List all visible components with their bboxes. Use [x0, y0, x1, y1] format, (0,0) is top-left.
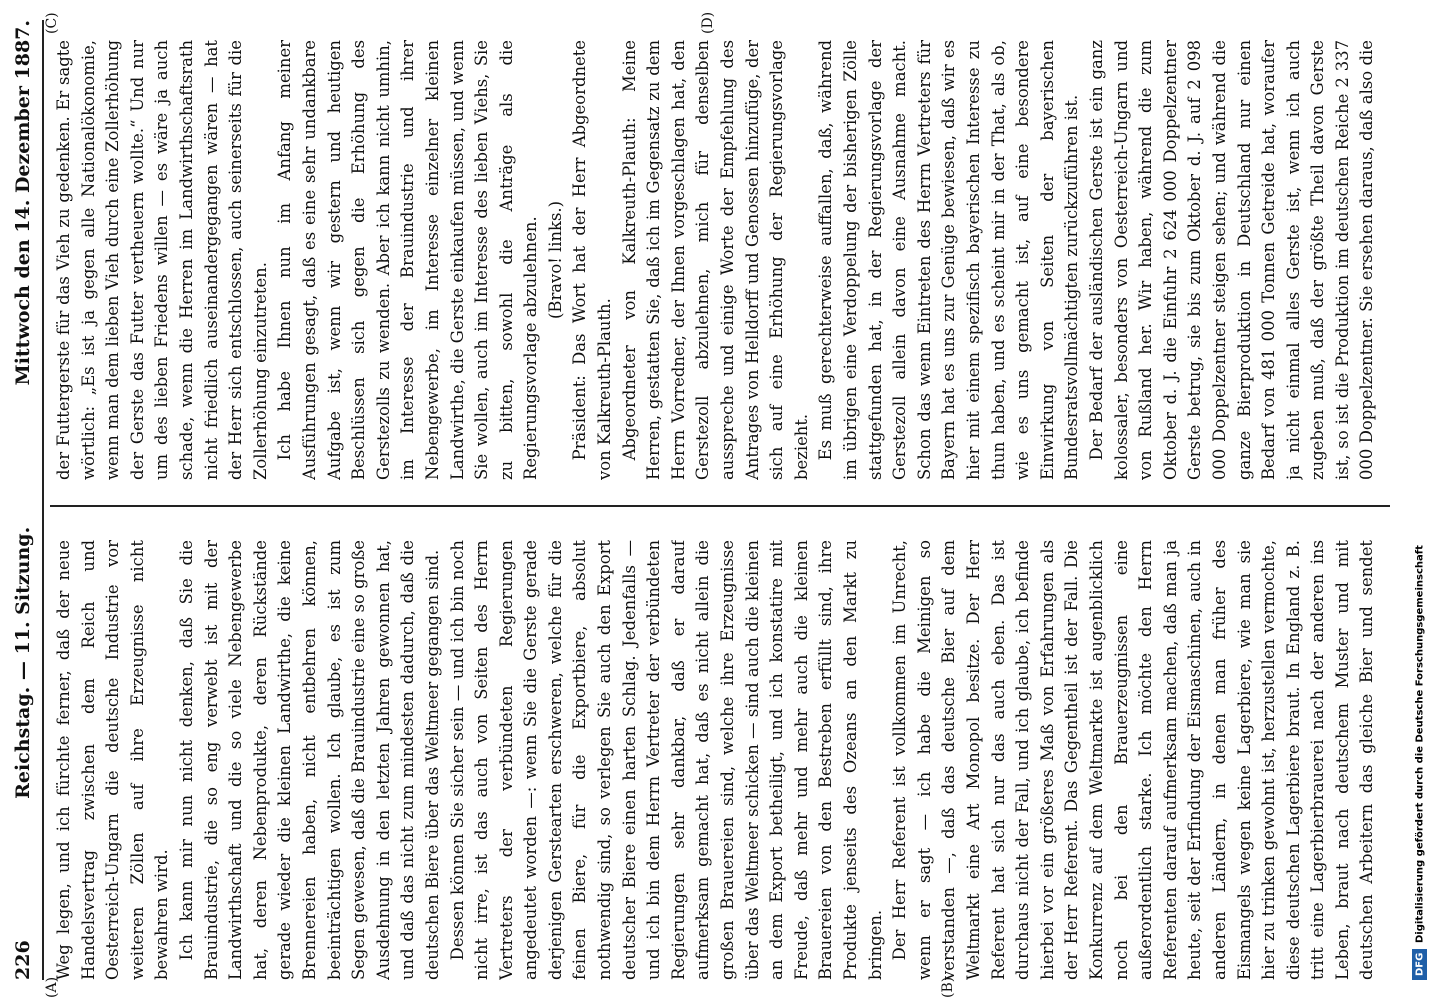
paragraph: der Futtergerste für das Vieh zu gedenken. Er sagte wörtlich: „Es ist ja gegen alle Nationalökonomie, wenn man dem lieben Vieh durch eine Zollerhöhung der Gerste das Futter vertheuern wollte.“ Und nur um des lieben Friedens willen — es wäre ja auch schade, wenn die Herren im Landwirthschaftsrath nicht friedlich auseinandergegangen wären — hat der Herr sich entschlossen, auch seinerseits für die Zollerhöhung einzutreten.	[54, 40, 270, 480]
speaker-paragraph: Abgeordneter von Kalkreuth-Plauth: Meine Herren, gestatten Sie, daß ich im Gegensatz zu dem Herrn Vorredner, der Ihnen vorgeschlagen hat, den Gerstezoll abzulehnen, mich für denselben ausspreche und einige Worte der Empfehlung des Antrages von Helldorff und Genossen hinzufüge, der sich auf eine Erhöhung der Regierungsvorlage bezieht.	[619, 40, 811, 480]
paragraph: Ich habe Ihnen nun im Anfang meiner Ausführungen gesagt, daß es eine sehr undankbare Aufgabe ist, wenn wir gestern und heutigen Beschlüssen sich gegen die Erhöhung des Gerstezolls zu wenden. Aber ich kann nicht umhin, im Interesse der Brauindustrie und ihrer Nebengewerbe, im Interesse einzelner kleinen Landwirthe, die Gerste einkaufen müssen, und wenn Sie wollen, auch im Interesse des lieben Viehs, Sie zu bitten, sowohl die Anträge als die Regierungsvorlage abzulehnen.	[275, 40, 541, 480]
margin-mark-c: (C)	[44, 12, 60, 34]
margin-mark-a: (A)	[44, 976, 60, 998]
paragraph: Der Herr Referent ist vollkommen im Unrecht, wenn er sagt — ich habe die Meinigen so verstanden —, daß das deutsche Bier auf dem Weltmarkt eine Art Monopol besitze. Der Herr Referent hat sich nur das auch eben. Das ist durchaus nicht der Fall, und ich glaube, ich befinde hierbei vor ein größeres Maß von Erfahrungen als der Herr Referent. Das Gegentheil ist der Fall. Die Konkurrenz auf dem Weltmarkte ist augenblicklich noch bei den Brauerzeugnissen eine außerordentlich starke. Ich möchte den Herrn Referenten darauf aufmerksam machen, daß man ja heute, seit der Erfindung der Eismaschinen, auch in anderen Ländern, in denen man früher des Eismangels wegen keine Lagerbiere, wie man sie hier zu trinken gewohnt ist, herzustellen vermochte, diese deutschen Lagerbiere braut. In England z. B. tritt eine Lagerbierbrauerei nach der anderen ins Leben, braut nach deutschem Muster und mit deutschen Arbeitern das gleiche Bier und sendet	[890, 540, 1377, 980]
column-divider	[50, 505, 1390, 507]
paragraph: Weg legen, und ich fürchte ferner, daß der neue Handelsvertrag zwischen dem Reich und Oesterreich-Ungarn die deutsche Industrie vor weiteren Zöllen auf ihre Erzeugnisse nicht bewahren wird.	[54, 540, 172, 980]
paragraph: Ich kann mir nun nicht denken, daß Sie die Brauindustrie, die so eng verwebt ist mit der Landwirthschaft und die so viele Nebengewerbe hat, deren Nebenprodukte, deren Rückstände gerade wieder die kleinen Landwirthe, die keine Brennereien haben, nicht entbehren können, beeinträchtigen wollen. Ich glaube, es ist zum Segen gewesen, daß die Brauindustrie eine so große Ausdehnung in den letzten Jahren gewonnen hat, und daß das nicht zum mindesten dadurch, daß die deutschen Biere über das Weltmeer gegangen sind.	[176, 540, 442, 980]
paragraph: Der Bedarf der ausländischen Gerste ist ein ganz kolossaler, besonders von Oesterreich-Ungarn und von Rußland her. Wir haben, während die zum Oktober d. J. die Einfuhr 2 624 000 Doppelzentner Gerste betrug, sie bis zum Oktober d. J. auf 2 098 000 Doppelzentner steigen sehen; und während die ganze Bierproduktion in Deutschland nur einen Bedarf von 481 000 Tonnen Getreide hat, woraufer ja nicht einmal alles Gerste ist, wenn ich auch zugeben muß, daß der größte Theil davon Gerste ist, so ist die Produktion im deutschen Reiche 2 337 000 Doppelzentner. Sie ersehen daraus, daß also die	[1086, 40, 1377, 480]
page-number: 226	[12, 940, 34, 980]
right-column	[52, 40, 1382, 480]
session-title: Reichstag. — 11. Sitzung.	[12, 526, 34, 799]
interjection: (Bravo! links.)	[545, 201, 565, 319]
paragraph: Es muß gerechterweise auffallen, daß, während im übrigen eine Verdoppelung der bisherigen Zölle stattgefunden hat, in der Regierungsvorlage der Gerstezoll allein davon eine Ausnahme macht. Schon das wenn Eintreten des Herrn Vertreters für Bayern hat es uns zur Genüge bewiesen, daß wir es hier mit einem spezifisch bayerischen Interesse zu thun haben, und es scheint mir in der That, als ob, wie es uns gemacht ist, auf eine besondere Einwirkung von Seiten der bayerischen Bundesratsvollmächtigten zurückzuführen ist.	[816, 40, 1082, 480]
dfg-credit-strip	[1410, 20, 1430, 980]
speaker-paragraph: Präsident: Das Wort hat der Herr Abgeordnete von Kalkreuth-Plauth.	[570, 40, 615, 480]
margin-mark-d: (D)	[700, 11, 716, 34]
margin-mark-b: (B)	[940, 976, 956, 998]
session-date: Mittwoch den 14. Dezember 1887.	[12, 20, 34, 386]
dfg-credit-text: Digitalisierung gefördert durch die Deutsche Forschungsgemeinschaft	[1414, 544, 1426, 943]
left-column	[52, 540, 1382, 980]
dfg-logo: DFG	[1413, 949, 1428, 980]
running-head	[12, 20, 44, 980]
paragraph: Dessen können Sie sicher sein — und ich bin noch nicht irre, ist das auch von Seiten des Herrn Vertreters der verbündeten Regierungen angedeutet worden —: wenn Sie die Gerste gerade derjenigen Gerstearten erschweren, welche für die feinen Biere, für die Exportbiere, absolut nothwendig sind, so verlegen Sie auch den Export deutscher Biere einen harten Schlag. Jedenfalls — und ich bin dem Herrn Vertreter der verbündeten Regierungen sehr dankbar, daß er darauf aufmerksam gemacht hat, daß es nicht allein die großen Brauereien sind, welche ihre Erzeugnisse über das Weltmeer schicken — sind auch die kleinen an dem Export betheiligt, und ich konstatire mit Freude, daß mehr und mehr auch die kleinen Brauereien von den Bestreben erfüllt sind, ihre Produkte jenseits des Ozeans an den Markt zu bringen.	[447, 540, 885, 980]
